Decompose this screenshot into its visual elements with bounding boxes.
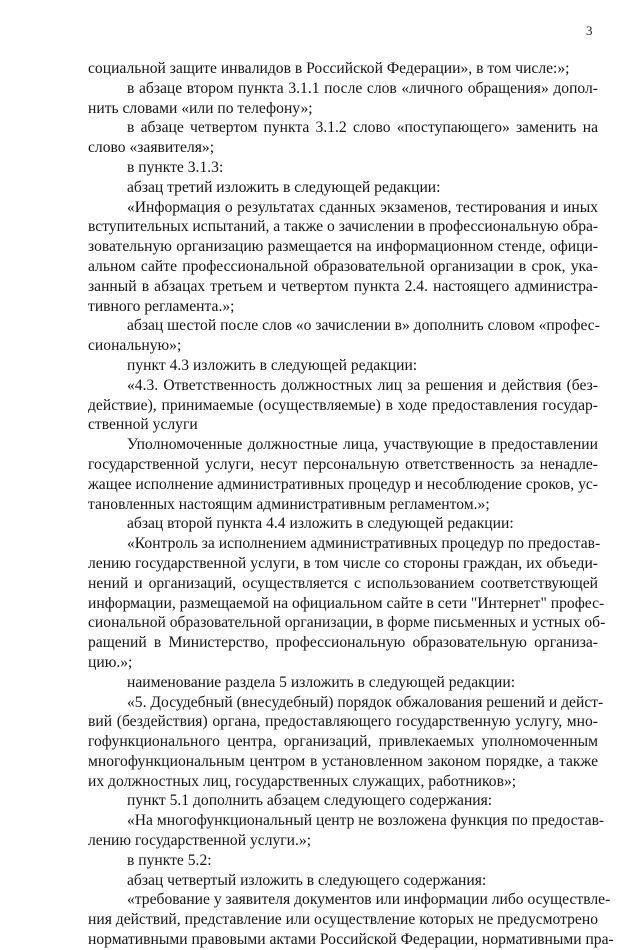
text-line: тановленных настоящим административным регламентом.»;: [88, 495, 490, 513]
text-line: многофункциональным центром в установленном законом порядке, а также: [88, 752, 598, 770]
text-line: «Контроль за исполнением административных процедур по предостав-: [127, 535, 601, 553]
text-line: «4.3. Ответственность должностных лиц за решения и действия (без-: [127, 376, 598, 394]
text-line: наименование раздела 5 изложить в следующей редакции:: [127, 673, 516, 691]
text-line: ния действий, представление или осуществление которых не предусмотрено: [88, 911, 598, 929]
text-line: социальной защите инвалидов в Российской Федерации», в том числе:»;: [88, 60, 570, 77]
text-line: пункт 4.3 изложить в следующей редакции:: [127, 356, 418, 374]
text-line: зовательную организацию размещается на информационном стенде, офици-: [88, 238, 598, 256]
text-line: вий (бездействия) органа, предоставляющего государственную услугу, мно-: [88, 713, 598, 731]
text-line: нений и организаций, осуществляется с использованием соответствующей: [88, 574, 598, 592]
text-line: тивного регламента.»;: [88, 297, 235, 315]
text-line: в пункте 5.2:: [127, 851, 212, 869]
text-line: альном сайте профессиональной образовательной организации в срок, ука-: [88, 257, 598, 275]
text-line: сиональную»;: [88, 337, 182, 355]
text-line: «Информация о результатах сданных экзаменов, тестирования и иных: [127, 198, 598, 216]
text-line: государственной услуги, несут персональную ответственность за ненадле-: [88, 455, 598, 473]
text-line: абзац второй пункта 4.4 изложить в следующей редакции:: [127, 515, 514, 533]
text-line: Уполномоченные должностные лица, участвующие в предоставлении: [127, 436, 598, 454]
text-line: пункт 5.1 дополнить абзацем следующего содержания:: [127, 792, 493, 810]
text-line: в пункте 3.1.3:: [127, 158, 224, 176]
text-line: информации, размещаемой на официальном сайте в сети "Интернет" профес-: [88, 594, 605, 612]
page-number: 3: [586, 23, 593, 38]
text-line: лению государственной услуги, в том числе со стороны граждан, их объеди-: [88, 554, 598, 572]
text-line: нить словами «или по телефону»;: [88, 99, 313, 117]
text-line: лению государственной услуги.»;: [88, 832, 312, 850]
text-line: абзац третий изложить в следующей редакции:: [127, 178, 441, 196]
text-line: в абзаце втором пункта 3.1.1 после слов «личного обращения» допол-: [127, 79, 598, 97]
text-line: действие), принимаемые (осуществляемые) в ходе предоставления государ-: [88, 396, 598, 414]
text-line: сиональной образовательной организации, в форме письменных и устных об-: [88, 614, 606, 632]
document-body: [88, 59, 614, 950]
text-line: в абзаце четвертом пункта 3.1.2 слово «поступающего» заменить на: [127, 119, 598, 137]
text-line: «5. Досудебный (внесудебный) порядок обжалования решений и дейст-: [127, 693, 604, 711]
text-line: жащее исполнение административных процедур и несоблюдение сроков, ус-: [88, 475, 599, 493]
text-line: вступительных испытаний, а также о зачислении в профессиональную обра-: [88, 218, 599, 236]
text-line: цию.»;: [88, 653, 133, 671]
text-line: «требование у заявителя документов или информации либо осуществле-: [127, 891, 611, 909]
text-line: абзац шестой после слов «о зачислении в» дополнить словом «профес-: [127, 317, 600, 335]
text-line: абзац четвертый изложить в следующего содержания:: [127, 871, 487, 889]
text-line: «На многофункциональный центр не возложена функция по предостав-: [127, 812, 605, 830]
text-line: ращений в Министерство, профессиональную образовательную организа-: [88, 634, 598, 652]
text-line: слово «заявителя»;: [88, 139, 215, 157]
text-line: занный в абзацах третьем и четвертом пункта 2.4. настоящего администра-: [88, 277, 598, 295]
text-line: гофункционального центра, организаций, привлекаемых уполномоченным: [88, 733, 598, 751]
text-line: ственной услуги: [88, 416, 198, 434]
text-line: нормативными правовыми актами Российской Федерации, нормативными пра-: [88, 931, 614, 949]
text-line: их должностных лиц, государственных служащих, работников»;: [88, 772, 517, 790]
